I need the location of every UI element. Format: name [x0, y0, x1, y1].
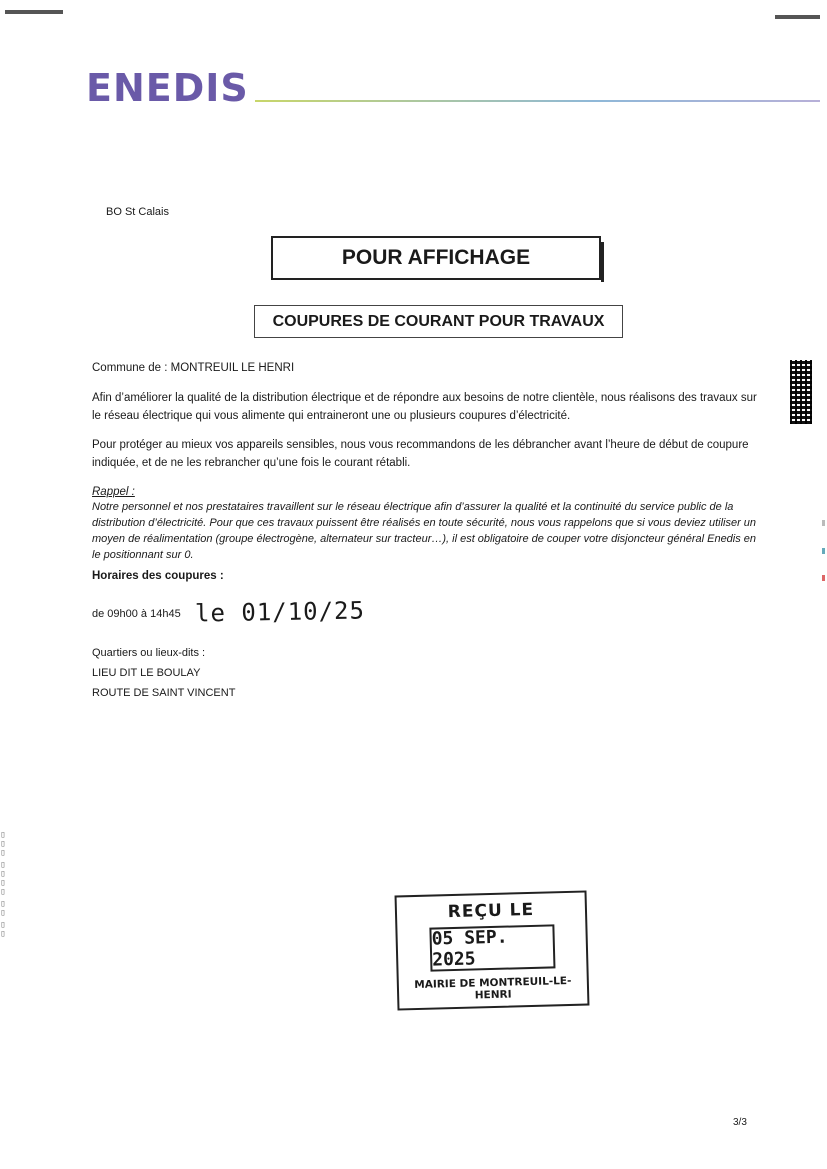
edge-mark — [822, 520, 825, 526]
horaire: de 09h00 à 14h45 — [92, 608, 181, 620]
stamp-title: REÇU LE — [447, 899, 535, 923]
stamp-date: 05 SEP. 2025 — [429, 924, 555, 971]
horaires-title: Horaires des coupures : — [92, 570, 224, 582]
sender: BO St Calais — [106, 206, 169, 218]
quartiers-title: Quartiers ou lieux-dits : — [92, 647, 206, 659]
heading-box: POUR AFFICHAGE — [271, 236, 601, 280]
edge-mark — [822, 548, 825, 554]
commune: Commune de : MONTREUIL LE HENRI — [92, 362, 295, 374]
logo-divider — [255, 100, 820, 102]
scan-mark-left — [5, 10, 63, 14]
handwritten-date: le 01/10/25 — [194, 596, 366, 628]
paragraph-2: Pour protéger au mieux vos appareils sensibles, nous vous recommandons de les débrancher avant l’heure de début de coupure indiquée, et de ne les rebrancher qu’une fois le courant rétabli. — [92, 439, 749, 469]
side-scan-text: ▯▯ ▯▯ ▯▯▯▯ ▯▯▯ — [0, 830, 7, 938]
stamp-mairie: MAIRIE DE MONTREUIL-LE-HENRI — [414, 974, 572, 1002]
rappel-title: Rappel : — [92, 486, 135, 498]
subheading-box: COUPURES DE COURANT POUR TRAVAUX — [254, 305, 623, 338]
enedis-logo: ENEDIS — [86, 66, 249, 110]
quartier-item: ROUTE DE SAINT VINCENT — [92, 687, 236, 699]
scan-mark-right — [775, 15, 820, 19]
qr-code-icon — [790, 360, 812, 424]
rappel-text: Notre personnel et nos prestataires travaillent sur le réseau électrique afin d’assurer la qualité et la continuité du service public de la distribution d’électricité. Pour que ces travaux puissent être réalisés en toute sécurité, nous vous rappelons que si vous deviez utiliser un moyen de réalimentation (groupe électrogène, alternateur sur tracteur…), il est obligatoire de couper votre disjoncteur général Enedis en le positionnant sur 0. — [92, 501, 757, 561]
edge-mark — [822, 575, 825, 581]
page-number: 3/3 — [733, 1117, 747, 1128]
reception-stamp — [395, 891, 590, 1011]
paragraph-1: Afin d’améliorer la qualité de la distribution électrique et de répondre aux besoins de notre clientèle, nous réalisons des travaux sur le réseau électrique qui vous alimente qui entraineront une ou plusieurs coupures d’électricité. — [92, 392, 757, 422]
quartier-item: LIEU DIT LE BOULAY — [92, 667, 201, 679]
